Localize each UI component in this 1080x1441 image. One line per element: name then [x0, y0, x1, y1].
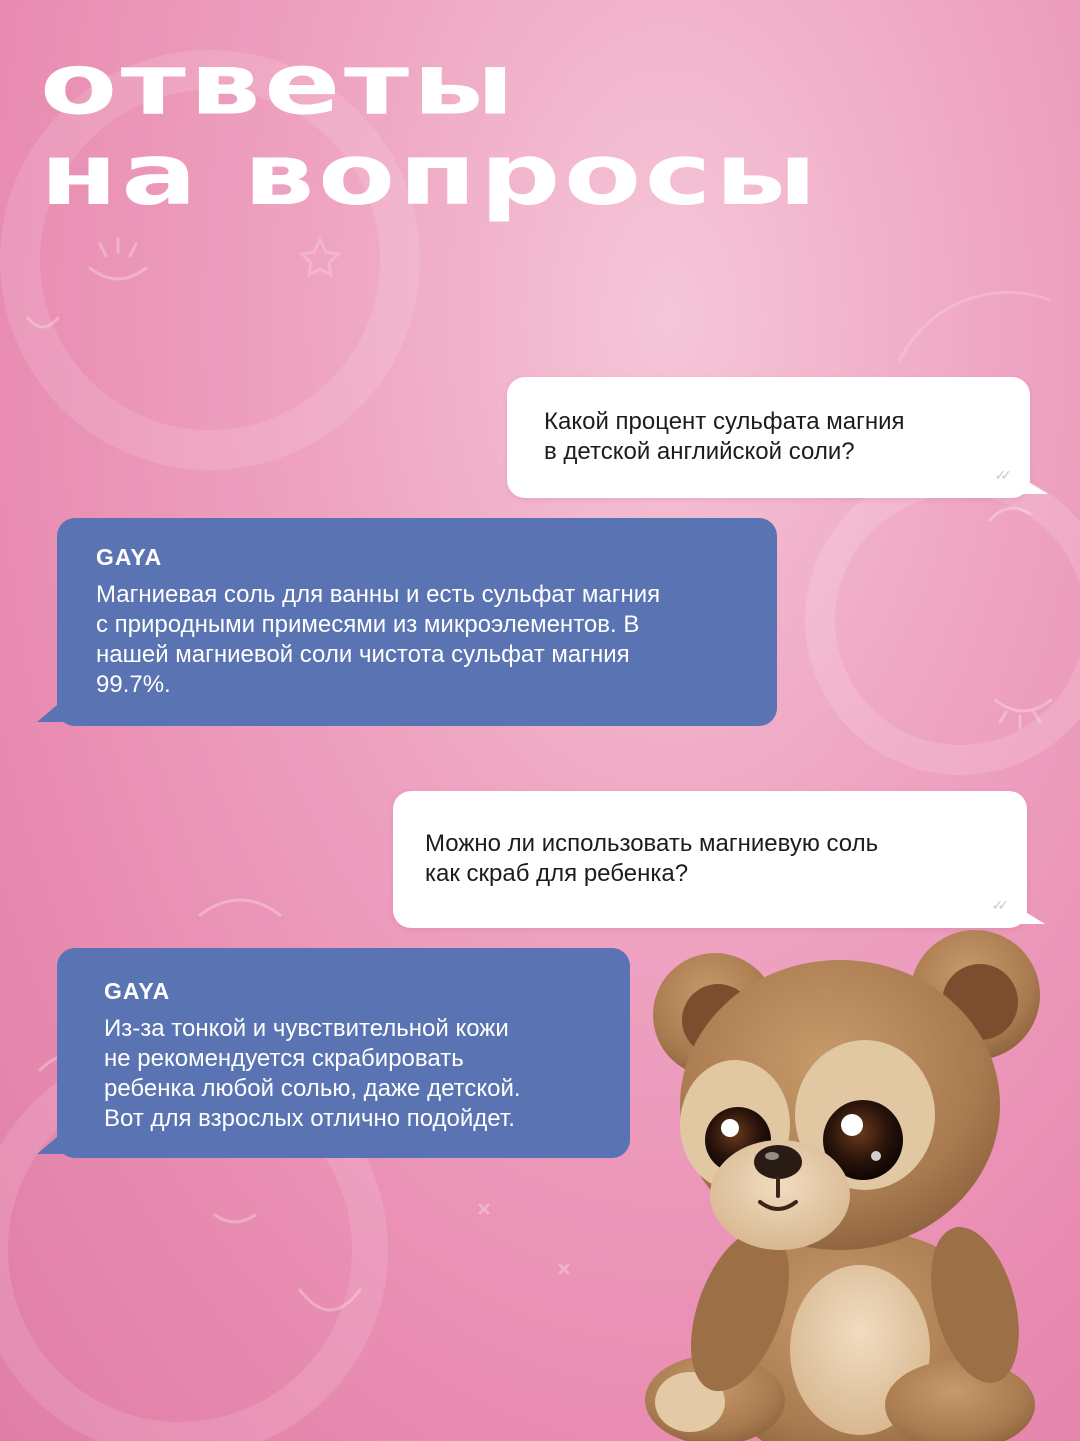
- bubble-tail: [1022, 478, 1048, 494]
- page-title-line-1: ответы: [40, 35, 518, 134]
- question-text: Какой процент сульфата магния в детской английской соли?: [544, 408, 905, 465]
- bubble-tail: [37, 1132, 63, 1154]
- bubble-tail: [1019, 908, 1045, 924]
- answer-sender: GAYA: [104, 978, 171, 1004]
- teddy-bear-illustration: [630, 930, 1080, 1441]
- question-bubble: [507, 377, 1030, 498]
- question-bubble: [393, 791, 1027, 928]
- answer-text: Магниевая соль для ванны и есть сульфат магния с природными примесями из микроэлементов. В нашей магниевой соли чистота сульфат магния 99.7%.: [96, 581, 661, 698]
- answer-bubble: [57, 518, 777, 726]
- double-check-icon: ✓✓: [994, 467, 1006, 483]
- double-check-icon: ✓✓: [991, 897, 1003, 913]
- answer-sender: GAYA: [96, 544, 163, 570]
- page-title: [40, 35, 821, 224]
- bubble-tail: [37, 700, 63, 722]
- question-text: Можно ли использовать магниевую соль как скраб для ребенка?: [425, 830, 879, 887]
- answer-text: Из-за тонкой и чувствительной кожи не рекомендуется скрабировать ребенка любой солью, даже детской. Вот для взрослых отлично подойдет.: [104, 1015, 521, 1132]
- answer-bubble: [57, 948, 630, 1158]
- page-title-line-2: на вопросы: [40, 125, 821, 224]
